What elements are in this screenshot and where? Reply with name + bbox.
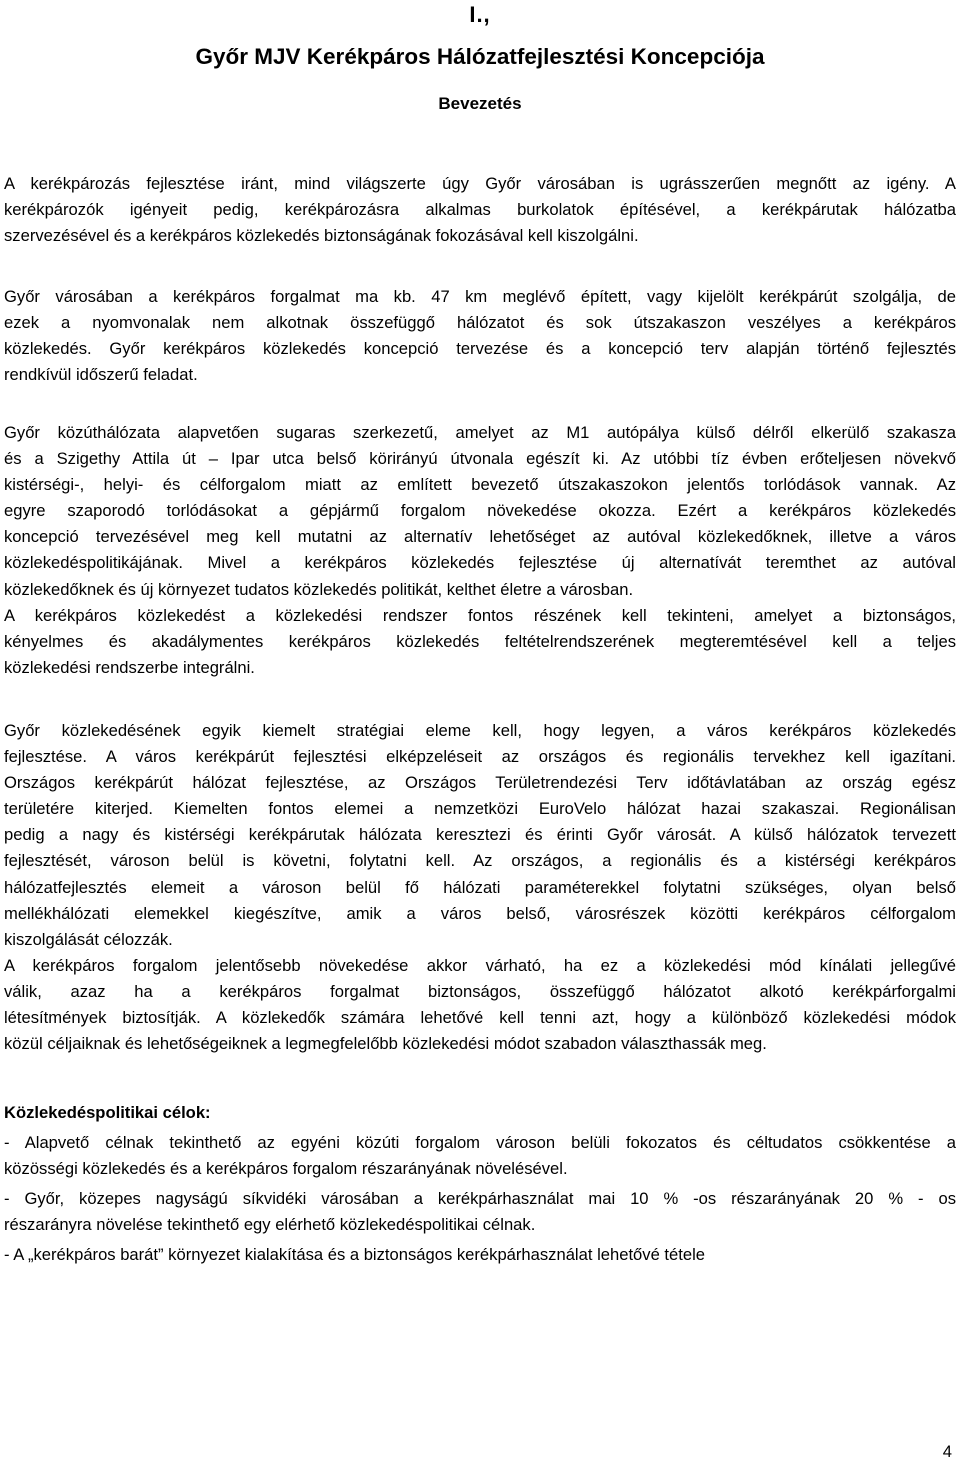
goal-line: - Alapvető célnak tekinthető az egyéni közúti forgalom városon belüli fokozatos és céltudatos csökkentése a bbox=[4, 1133, 956, 1152]
paragraph-line: közlekedőknek és új környezet tudatos közlekedés politikát, kelthet életre a városban. bbox=[4, 579, 634, 599]
paragraph-line: létesítmények biztosítják. A közlekedők számára lehetővé kell tenni azt, hogy a különböző közlekedési módok bbox=[4, 1008, 956, 1028]
paragraph-line: közlekedési rendszerbe integrálni. bbox=[4, 657, 255, 677]
paragraph-line: A kerékpározás fejlesztése iránt, mind világszerte úgy Győr városában is ugrásszerűen megnőtt az igény. A bbox=[4, 174, 956, 193]
goal-item-2 bbox=[4, 1186, 956, 1238]
paragraph-line: ezek a nyomvonalak nem alkotnak összefüggő hálózatot és sok útszakaszon veszélyes a kerékpáros bbox=[4, 313, 956, 333]
paragraph-line: hálózatfejlesztés elemeit a városon belül fő hálózati paraméterekkel folytatni szükséges, olyan belső bbox=[4, 877, 956, 897]
paragraph-line: rendkívül időszerű feladat. bbox=[4, 365, 198, 385]
paragraph-4 bbox=[4, 718, 956, 1057]
paragraph-line: Országos kerékpárút hálózat fejlesztése, az Országos Területrendezési Terv időtávlatában az ország egész bbox=[4, 773, 956, 793]
paragraph-line: területére kiterjed. Kiemelten fontos elemei a nemzetközi EuroVelo hálózat hazai szakaszai. Regionálisan bbox=[4, 799, 956, 819]
paragraph-line: közül céljaiknak és lehetőségeiknek a legmegfelelőbb közlekedési módot szabadon választhassák meg. bbox=[4, 1034, 767, 1054]
paragraph-line: fejlesztését, városon belül is követni, folytatni kell. Az országos, a regionális és a kistérségi kerékpáros bbox=[4, 851, 956, 871]
paragraph-line: kerékpározók igényeit pedig, kerékpározásra alkalmas burkolatok építésével, a kerékpárutak hálózatba bbox=[4, 200, 956, 220]
paragraph-line: pedig a nagy és kistérségi kerékpárutak hálózata keresztezi és érinti Győr városát. A külső hálózatok tervezett bbox=[4, 825, 956, 845]
goal-item-1 bbox=[4, 1130, 956, 1182]
goal-line: - Győr, közepes nagyságú síkvidéki városában a kerékpárhasználat mai 10 % -os részarányának 20 % - os bbox=[4, 1189, 956, 1208]
paragraph-line: fejlesztése. A város kerékpárút fejlesztési elképzeléseit az országos és regionális tervekhez kell igazítani. bbox=[4, 747, 956, 767]
paragraph-line: Győr közlekedésének egyik kiemelt stratégiai eleme kell, hogy legyen, a város kerékpáros közlekedés bbox=[4, 721, 956, 740]
paragraph-line: közlekedéspolitikájának. Mivel a kerékpáros közlekedés fejlesztése új alternatívát teremthet az autóval bbox=[4, 553, 956, 573]
paragraph-2 bbox=[4, 284, 956, 388]
goal-line: közösségi közlekedés és a kerékpáros forgalom részarányának növelésével. bbox=[4, 1159, 568, 1179]
paragraph-line: kiszolgálását célozzák. bbox=[4, 929, 173, 949]
goal-line: részarányra növelése tekinthető egy elérhető közlekedéspolitikai célnak. bbox=[4, 1215, 536, 1235]
paragraph-line: szervezésével és a kerékpáros közlekedés biztonságának fokozásával kell kiszolgálni. bbox=[4, 226, 639, 246]
goal-line: - A „kerékpáros barát” környezet kialakítása és a biztonságos kerékpárhasználat lehetővé tétele bbox=[4, 1245, 706, 1264]
transport-policy-goals-heading: Közlekedéspolitikai célok: bbox=[4, 1103, 211, 1122]
paragraph-line: és a Szigethy Attila út – Ipar utca belső körirányú útvonala egészít ki. Az utóbbi tíz évben erőteljesen növekvő bbox=[4, 449, 956, 469]
goal-item-3 bbox=[4, 1242, 956, 1268]
paragraph-line: közlekedés. Győr kerékpáros közlekedés koncepció tervezése és a koncepció terv alapján történő fejlesztés bbox=[4, 339, 956, 359]
paragraph-line: A kerékpáros közlekedést a közlekedési rendszer fontos részének kell tekinteni, amelyet a biztonságos, bbox=[4, 605, 956, 625]
page-number: 4 bbox=[942, 1442, 952, 1461]
paragraph-line: mellékhálózati elemekkel kiegészítve, amik a város belső, városrészek közötti kerékpáros célforgalom bbox=[4, 903, 956, 923]
paragraph-line: Győr városában a kerékpáros forgalmat ma kb. 47 km meglévő épített, vagy kijelölt kerékpárút szolgálja, de bbox=[4, 287, 956, 306]
paragraph-line: Győr közúthálózata alapvetően sugaras szerkezetű, amelyet az M1 autópálya külső délről elkerülő szakasza bbox=[4, 423, 956, 442]
document-title: Győr MJV Kerékpáros Hálózatfejlesztési Koncepciója bbox=[195, 44, 765, 69]
paragraph-line: kényelmes és akadálymentes kerékpáros közlekedés feltételrendszerének megteremtésével kell a teljes bbox=[4, 631, 956, 651]
paragraph-1 bbox=[4, 171, 956, 249]
paragraph-line: válik, azaz ha a kerékpáros forgalmat biztonságos, összefüggő hálózatot alkotó kerékpárforgalmi bbox=[4, 981, 956, 1001]
paragraph-3 bbox=[4, 420, 956, 681]
paragraph-line: kistérségi-, helyi- és célforgalom miatt az említett bevezető útszakaszokon jelentős torlódások vannak. Az bbox=[4, 475, 956, 495]
section-heading-introduction: Bevezetés bbox=[438, 94, 522, 113]
paragraph-line: koncepció tervezésével meg kell mutatni az alternatív lehetőséget az autóval közlekedőknek, illetve a város bbox=[4, 527, 956, 547]
paragraph-line: A kerékpáros forgalom jelentősebb növekedése akkor várható, ha ez a közlekedési mód kínálati jellegűvé bbox=[4, 955, 956, 975]
paragraph-line: egyre szaporodó torlódásokat a gépjármű forgalom növekedése okozza. Ezért a kerékpáros közlekedés bbox=[4, 501, 956, 521]
chapter-number: I., bbox=[469, 2, 491, 27]
